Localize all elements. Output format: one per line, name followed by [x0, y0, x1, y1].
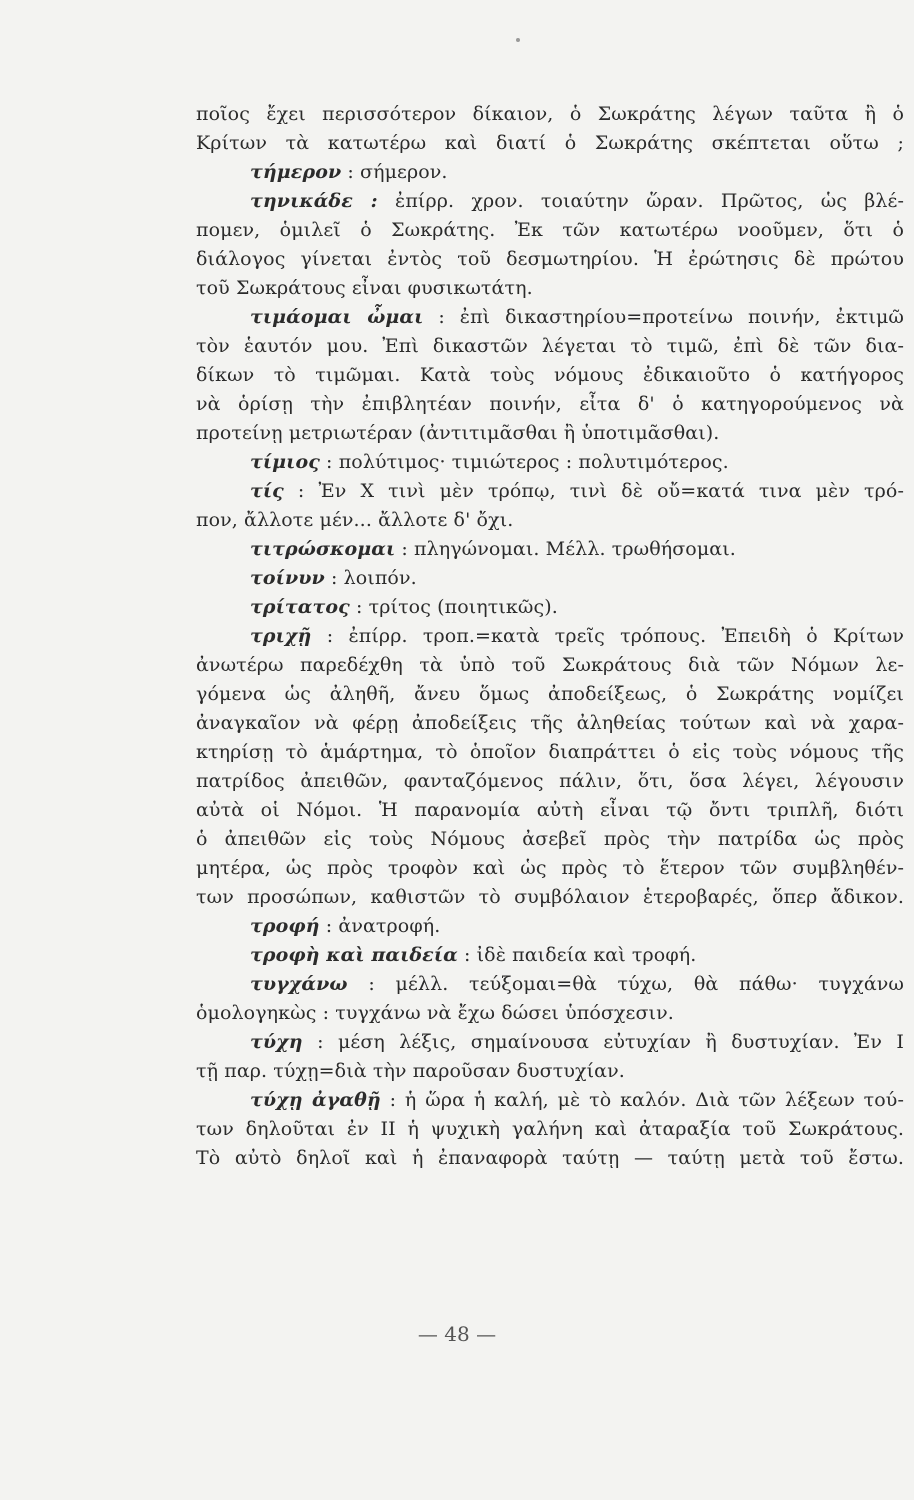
line-text: των προσώπων, καθιστῶν τὸ συμβόλαιον ἑτεροβαρές, ὅπερ ἄδικον. [196, 886, 904, 908]
text-line [196, 100, 904, 129]
line-text: : ἡ ὥρα ἡ καλή, μὲ τὸ καλόν. Διὰ τῶν λέξεων τού- [380, 1089, 904, 1111]
text-line [196, 564, 904, 593]
headword: τρίτατος [250, 596, 350, 618]
text-line [196, 825, 904, 854]
line-text: : μέλλ. τεύξομαι=θὰ τύχω, θὰ πάθω· τυγχάνω [347, 973, 904, 995]
text-line [196, 622, 904, 651]
headword: τροφή [250, 915, 320, 937]
text-line [196, 970, 904, 999]
text-line [196, 1057, 904, 1086]
page-number: — 48 — [417, 1322, 497, 1346]
line-text: : πληγώνομαι. Μέλλ. τρωθήσομαι. [395, 538, 736, 560]
text-line [196, 187, 904, 216]
headword: τιμάομαι ὦμαι [250, 306, 424, 328]
line-text: : ἐπὶ δικαστηρίου=προτείνω ποινήν, ἐκτιμῶ [423, 306, 904, 328]
text-line [196, 767, 904, 796]
text-line [196, 1115, 904, 1144]
line-text: πομεν, ὁμιλεῖ ὁ Σωκράτης. Ἐκ τῶν κατωτέρω νοοῦμεν, ὅτι ὁ [196, 219, 904, 241]
line-text: : Ἐν Χ τινὶ μὲν τρόπῳ, τινὶ δὲ οὔ=κατά τινα μὲν τρό- [283, 480, 904, 502]
text-line [196, 419, 904, 448]
text-line [196, 158, 904, 187]
text-line [196, 941, 904, 970]
line-text: αὐτὰ οἱ Νόμοι. Ἡ παρανομία αὐτὴ εἶναι τῷ ὄντι τριπλῆ, διότι [196, 799, 904, 821]
line-text: των δηλοῦται ἐν II ἡ ψυχικὴ γαλήνη καὶ ἀταραξία τοῦ Σωκράτους. [196, 1118, 904, 1140]
text-line [196, 999, 904, 1028]
text-line [196, 361, 904, 390]
line-text: ἐπίρρ. χρον. τοιαύτην ὥραν. Πρῶτος, ὡς βλέ- [377, 190, 904, 212]
text-line [196, 854, 904, 883]
text-line [196, 216, 904, 245]
line-text: : σήμερον. [341, 161, 448, 183]
headword: τίμιος [250, 451, 320, 473]
line-text: : ἐπίρρ. τροπ.=κατὰ τρεῖς τρόπους. Ἐπειδὴ ὁ Κρίτων [311, 625, 904, 647]
text-line [196, 651, 904, 680]
text-line [196, 738, 904, 767]
line-text: μητέρα, ὡς πρὸς τροφὸν καὶ ὡς πρὸς τὸ ἕτερον τῶν συμβληθέν- [196, 857, 904, 879]
text-line [196, 303, 904, 332]
line-text: τῇ παρ. τύχῃ=διὰ τὴν παροῦσαν δυστυχίαν. [196, 1060, 625, 1082]
headword: τριχῇ [250, 625, 312, 647]
line-text: : πολύτιμος· τιμιώτερος : πολυτιμότερος. [319, 451, 729, 473]
line-text: πατρίδος ἀπειθῶν, φανταζόμενος πάλιν, ὅτι, ὅσα λέγει, λέγουσιν [196, 770, 904, 792]
line-text: διάλογος γίνεται ἐντὸς τοῦ δεσμωτηρίου. Ἡ ἐρώτησις δὲ πρώτου [196, 248, 904, 270]
line-text: κτηρίσῃ τὸ ἁμάρτημα, τὸ ὁποῖον διαπράττει ὁ εἰς τοὺς νόμους τῆς [196, 741, 904, 763]
text-line [196, 448, 904, 477]
line-text: Κρίτων τὰ κατωτέρω καὶ διατί ὁ Σωκράτης σκέπτεται οὕτω ; [196, 132, 904, 154]
headword: τηνικάδε : [250, 190, 378, 212]
text-line [196, 680, 904, 709]
line-text: ποῖος ἔχει περισσότερον δίκαιον, ὁ Σωκράτης λέγων ταῦτα ἢ ὁ [196, 103, 904, 125]
headword: τιτρώσκομαι [250, 538, 396, 560]
text-line [196, 1144, 904, 1173]
text-line [196, 477, 904, 506]
text-line [196, 506, 904, 535]
headword: τροφὴ καὶ παιδεία [250, 944, 458, 966]
page-text [196, 100, 904, 1173]
line-text: ὁ ἀπειθῶν εἰς τοὺς Νόμους ἀσεβεῖ πρὸς τὴν πατρίδα ὡς πρὸς [196, 828, 904, 850]
headword: τήμερον [250, 161, 342, 183]
line-text: : ἰδὲ παιδεία καὶ τροφή. [457, 944, 697, 966]
line-text: τοῦ Σωκράτους εἶναι φυσικωτάτη. [196, 277, 533, 299]
line-text: Τὸ αὐτὸ δηλοῖ καὶ ἡ ἐπαναφορὰ ταύτῃ — ταύτῃ μετὰ τοῦ ἔστω. [196, 1147, 904, 1169]
text-line [196, 274, 904, 303]
headword: τοίνυν [250, 567, 325, 589]
text-line [196, 796, 904, 825]
text-line [196, 709, 904, 738]
line-text: : λοιπόν. [324, 567, 417, 589]
line-text: γόμενα ὡς ἀληθῆ, ἄνευ ὅμως ἀποδείξεως, ὁ Σωκράτης νομίζει [196, 683, 904, 705]
line-text: νὰ ὁρίσῃ τὴν ἐπιβλητέαν ποινήν, εἶτα δ' ὁ κατηγορούμενος νὰ [196, 393, 904, 415]
headword: τύχη [250, 1031, 303, 1053]
line-text: ἀνωτέρω παρεδέχθη τὰ ὑπὸ τοῦ Σωκράτους διὰ τῶν Νόμων λε- [196, 654, 904, 676]
headword: τίς [250, 480, 284, 502]
line-text: τὸν ἑαυτόν μου. Ἐπὶ δικαστῶν λέγεται τὸ τιμῶ, ἐπὶ δὲ τῶν δια- [196, 335, 904, 357]
line-text: πον, ἄλλοτε μέν... ἄλλοτε δ' ὄχι. [196, 509, 514, 531]
text-line [196, 390, 904, 419]
text-line [196, 883, 904, 912]
text-line [196, 912, 904, 941]
text-line [196, 245, 904, 274]
text-line [196, 593, 904, 622]
text-line [196, 129, 904, 158]
text-line [196, 535, 904, 564]
line-text: δίκων τὸ τιμῶμαι. Κατὰ τοὺς νόμους ἐδικαιοῦτο ὁ κατήγορος [196, 364, 904, 386]
headword: τυγχάνω [250, 973, 348, 995]
line-text: προτείνῃ μετριωτέραν (ἀντιτιμᾶσθαι ἢ ὑποτιμᾶσθαι). [196, 422, 720, 444]
line-text: : τρίτος (ποιητικῶς). [349, 596, 558, 618]
text-line [196, 1086, 904, 1115]
headword: τύχῃ ἀγαθῇ [250, 1089, 381, 1111]
text-line [196, 332, 904, 361]
line-text: ὁμολογηκὼς : τυγχάνω νὰ ἔχω δώσει ὑπόσχεσιν. [196, 1002, 674, 1024]
ink-dot [516, 38, 520, 42]
line-text: ἀναγκαῖον νὰ φέρῃ ἀποδείξεις τῆς ἀληθείας τούτων καὶ νὰ χαρα- [196, 712, 904, 734]
text-line [196, 1028, 904, 1057]
line-text: : μέση λέξις, σημαίνουσα εὐτυχίαν ἢ δυστυχίαν. Ἐν I [302, 1031, 904, 1053]
line-text: : ἀνατροφή. [319, 915, 441, 937]
